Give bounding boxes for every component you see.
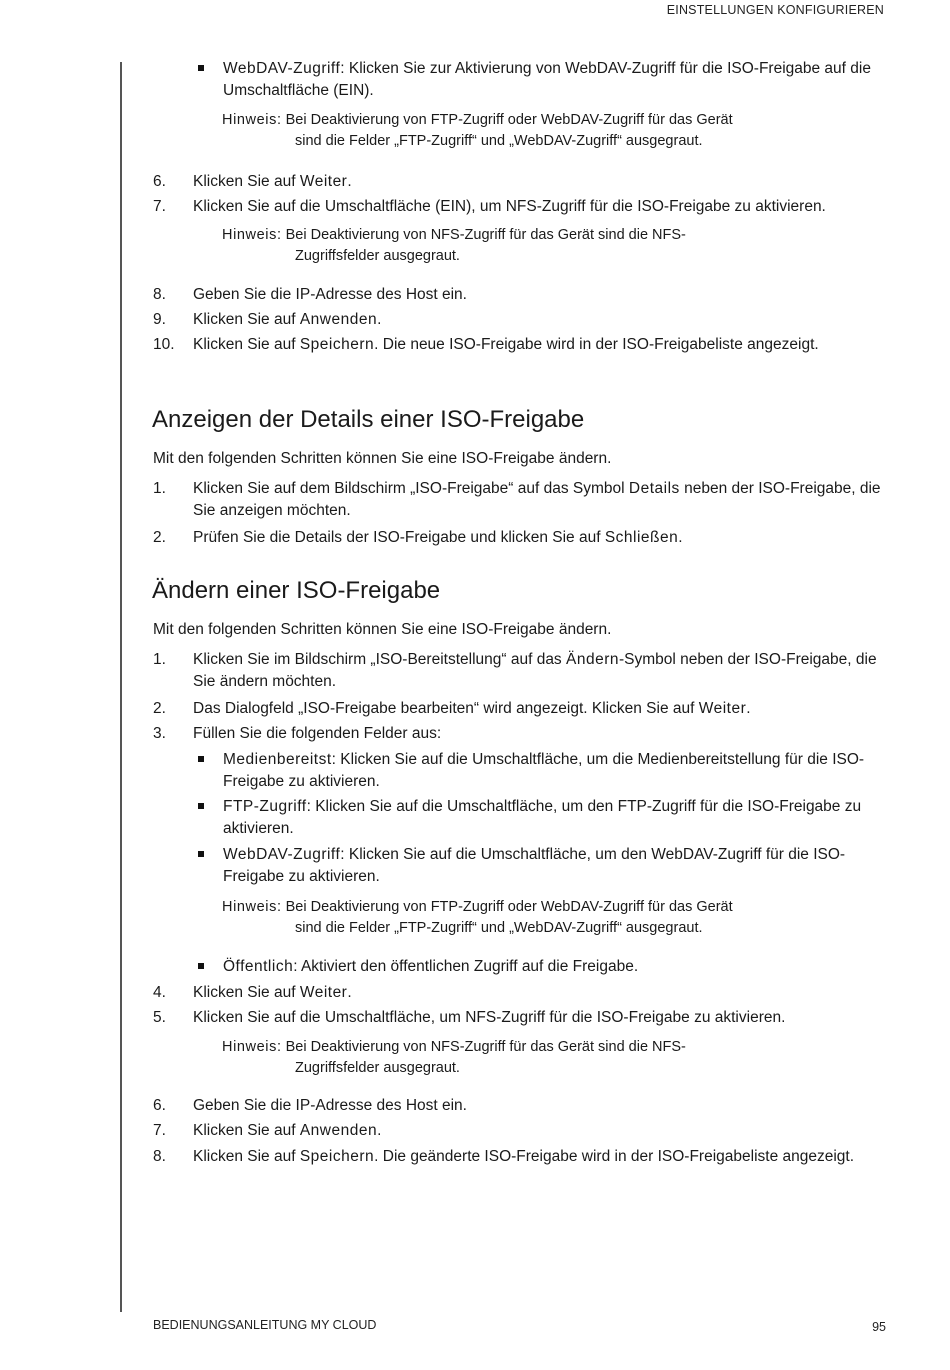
step-text: Klicken Sie auf die Umschaltfläche, um NFS-Zugriff für die ISO-Freigabe zu aktivieren. bbox=[193, 1009, 786, 1026]
bullet-webdav-access bbox=[223, 58, 888, 102]
step-text: Klicken Sie im Bildschirm „ISO-Bereitstellung“ auf das bbox=[193, 651, 566, 668]
note-label: Hinweis: bbox=[222, 227, 282, 243]
edit-step-1 bbox=[153, 649, 888, 693]
bullet-text: : Klicken Sie auf die Umschaltfläche, um den WebDAV-Zugriff für die ISO-Freigabe zu aktivieren. bbox=[223, 846, 846, 885]
step-text: Geben Sie die IP-Adresse des Host ein. bbox=[193, 1097, 467, 1114]
bullet-text: : Klicken Sie auf die Umschaltfläche, um den FTP-Zugriff für die ISO-Freigabe zu aktivieren. bbox=[223, 798, 862, 837]
section-heading-details: Anzeigen der Details einer ISO-Freigabe bbox=[152, 406, 585, 433]
bullet-text: : Aktiviert den öffentlichen Zugriff auf die Freigabe. bbox=[293, 958, 639, 975]
section-intro: Mit den folgenden Schritten können Sie eine ISO-Freigabe ändern. bbox=[153, 621, 612, 638]
step-text: . Die geänderte ISO-Freigabe wird in der ISO-Freigabeliste angezeigt. bbox=[374, 1148, 855, 1165]
bullet-term: WebDAV-Zugriff bbox=[223, 846, 341, 863]
step-text: . Die neue ISO-Freigabe wird in der ISO-Freigabeliste angezeigt. bbox=[374, 336, 819, 353]
note-label: Hinweis: bbox=[222, 899, 282, 915]
note-line: Bei Deaktivierung von NFS-Zugriff für das Gerät sind die NFS- bbox=[281, 227, 686, 243]
step-7 bbox=[153, 196, 888, 218]
step-10 bbox=[153, 334, 888, 356]
note-line: sind die Felder „FTP-Zugriff“ und „WebDAV-Zugriff“ ausgegraut. bbox=[295, 133, 703, 149]
note-ftp-webdav bbox=[222, 897, 822, 939]
step-text: Klicken Sie auf bbox=[193, 984, 300, 1001]
edit-step-7 bbox=[153, 1120, 888, 1142]
step-number: 8. bbox=[153, 1148, 166, 1165]
step-number: 6. bbox=[153, 1097, 166, 1114]
step-text: Prüfen Sie die Details der ISO-Freigabe und klicken Sie auf bbox=[193, 529, 605, 546]
note-line: Zugriffsfelder ausgegraut. bbox=[295, 1060, 460, 1076]
edit-step-5 bbox=[153, 1007, 888, 1029]
step-6 bbox=[153, 171, 888, 193]
bullet-public bbox=[223, 956, 888, 978]
bullet-term: Öffentlich bbox=[223, 958, 294, 975]
step-number: 4. bbox=[153, 984, 166, 1001]
running-footer: BEDIENUNGSANLEITUNG MY CLOUD bbox=[153, 1318, 377, 1332]
step-text: Füllen Sie die folgenden Felder aus: bbox=[193, 725, 442, 742]
section-intro: Mit den folgenden Schritten können Sie eine ISO-Freigabe ändern. bbox=[153, 450, 612, 467]
bullet-webdav-access bbox=[223, 844, 888, 888]
edit-step-4 bbox=[153, 982, 888, 1004]
bullet-ftp-access bbox=[223, 796, 888, 840]
note-line: Bei Deaktivierung von NFS-Zugriff für das Gerät sind die NFS- bbox=[281, 1039, 686, 1055]
step-number: 10. bbox=[153, 336, 175, 353]
step-term: Anwenden bbox=[299, 311, 378, 328]
note-nfs bbox=[222, 1037, 822, 1079]
step-number: 7. bbox=[153, 1122, 166, 1139]
step-number: 2. bbox=[153, 700, 166, 717]
step-text: Klicken Sie auf bbox=[193, 1122, 300, 1139]
step-term: Weiter bbox=[299, 173, 348, 190]
note-ftp-webdav bbox=[222, 110, 822, 152]
section-heading-edit: Ändern einer ISO-Freigabe bbox=[152, 577, 441, 604]
note-line: Zugriffsfelder ausgegraut. bbox=[295, 248, 460, 264]
step-text: Geben Sie die IP-Adresse des Host ein. bbox=[193, 286, 467, 303]
step-text: Das Dialogfeld „ISO-Freigabe bearbeiten“ wird angezeigt. Klicken Sie auf bbox=[193, 700, 699, 717]
edit-step-6 bbox=[153, 1095, 888, 1117]
page-number: 95 bbox=[872, 1320, 886, 1334]
step-number: 1. bbox=[153, 480, 166, 497]
step-term: Details bbox=[628, 480, 680, 497]
step-number: 5. bbox=[153, 1009, 166, 1026]
step-text: Klicken Sie auf bbox=[193, 311, 300, 328]
step-text: Klicken Sie auf die Umschaltfläche (EIN), um NFS-Zugriff für die ISO-Freigabe zu aktivieren. bbox=[193, 198, 826, 215]
note-nfs bbox=[222, 225, 822, 267]
step-text: . bbox=[746, 700, 751, 717]
step-number: 3. bbox=[153, 725, 166, 742]
note-label: Hinweis: bbox=[222, 112, 282, 128]
step-number: 6. bbox=[153, 173, 166, 190]
details-step-2 bbox=[153, 527, 888, 549]
step-term: Weiter bbox=[299, 984, 348, 1001]
step-text: . bbox=[347, 984, 352, 1001]
edit-step-2 bbox=[153, 698, 888, 720]
step-text: Klicken Sie auf bbox=[193, 1148, 300, 1165]
note-line: Bei Deaktivierung von FTP-Zugriff oder WebDAV-Zugriff für das Gerät bbox=[281, 112, 733, 128]
step-8 bbox=[153, 284, 888, 306]
step-number: 9. bbox=[153, 311, 166, 328]
step-term: Speichern bbox=[299, 1148, 375, 1165]
margin-rule bbox=[120, 62, 122, 1312]
step-text: -Symbol neben der ISO-Freigabe, die Sie ändern möchten. bbox=[193, 651, 877, 690]
bullet-term: Medienbereitst bbox=[223, 751, 332, 768]
step-text: . bbox=[377, 1122, 382, 1139]
step-term: Schließen bbox=[604, 529, 679, 546]
step-text: Klicken Sie auf bbox=[193, 173, 300, 190]
step-number: 7. bbox=[153, 198, 166, 215]
step-number: 1. bbox=[153, 651, 166, 668]
bullet-text: : Klicken Sie zur Aktivierung von WebDAV-Zugriff für die ISO-Freigabe auf die Umschaltfläche (EIN). bbox=[223, 60, 871, 99]
bullet-text: : Klicken Sie auf die Umschaltfläche, um die Medienbereitstellung für die ISO-Freigabe zu aktivieren. bbox=[223, 751, 865, 790]
step-number: 8. bbox=[153, 286, 166, 303]
edit-step-8 bbox=[153, 1146, 888, 1168]
step-text: . bbox=[678, 529, 683, 546]
step-term: Speichern bbox=[299, 336, 375, 353]
details-step-1 bbox=[153, 478, 888, 522]
note-label: Hinweis: bbox=[222, 1039, 282, 1055]
edit-step-3 bbox=[153, 723, 888, 745]
note-line: Bei Deaktivierung von FTP-Zugriff oder WebDAV-Zugriff für das Gerät bbox=[281, 899, 733, 915]
step-term: Anwenden bbox=[299, 1122, 378, 1139]
step-text: neben der ISO-Freigabe, die Sie anzeigen möchten. bbox=[193, 480, 881, 519]
step-term: Ändern bbox=[566, 651, 619, 668]
step-9 bbox=[153, 309, 888, 331]
step-text: Klicken Sie auf dem Bildschirm „ISO-Freigabe“ auf das Symbol bbox=[193, 480, 629, 497]
bullet-media-serving bbox=[223, 749, 888, 793]
bullet-term: WebDAV-Zugriff bbox=[223, 60, 341, 77]
step-text: . bbox=[377, 311, 382, 328]
bullet-term: FTP-Zugriff bbox=[223, 798, 307, 815]
step-term: Weiter bbox=[698, 700, 747, 717]
note-line: sind die Felder „FTP-Zugriff“ und „WebDAV-Zugriff“ ausgegraut. bbox=[295, 920, 703, 936]
step-text: . bbox=[347, 173, 352, 190]
step-text: Klicken Sie auf bbox=[193, 336, 300, 353]
step-number: 2. bbox=[153, 529, 166, 546]
running-header: EINSTELLUNGEN KONFIGURIEREN bbox=[666, 3, 884, 17]
